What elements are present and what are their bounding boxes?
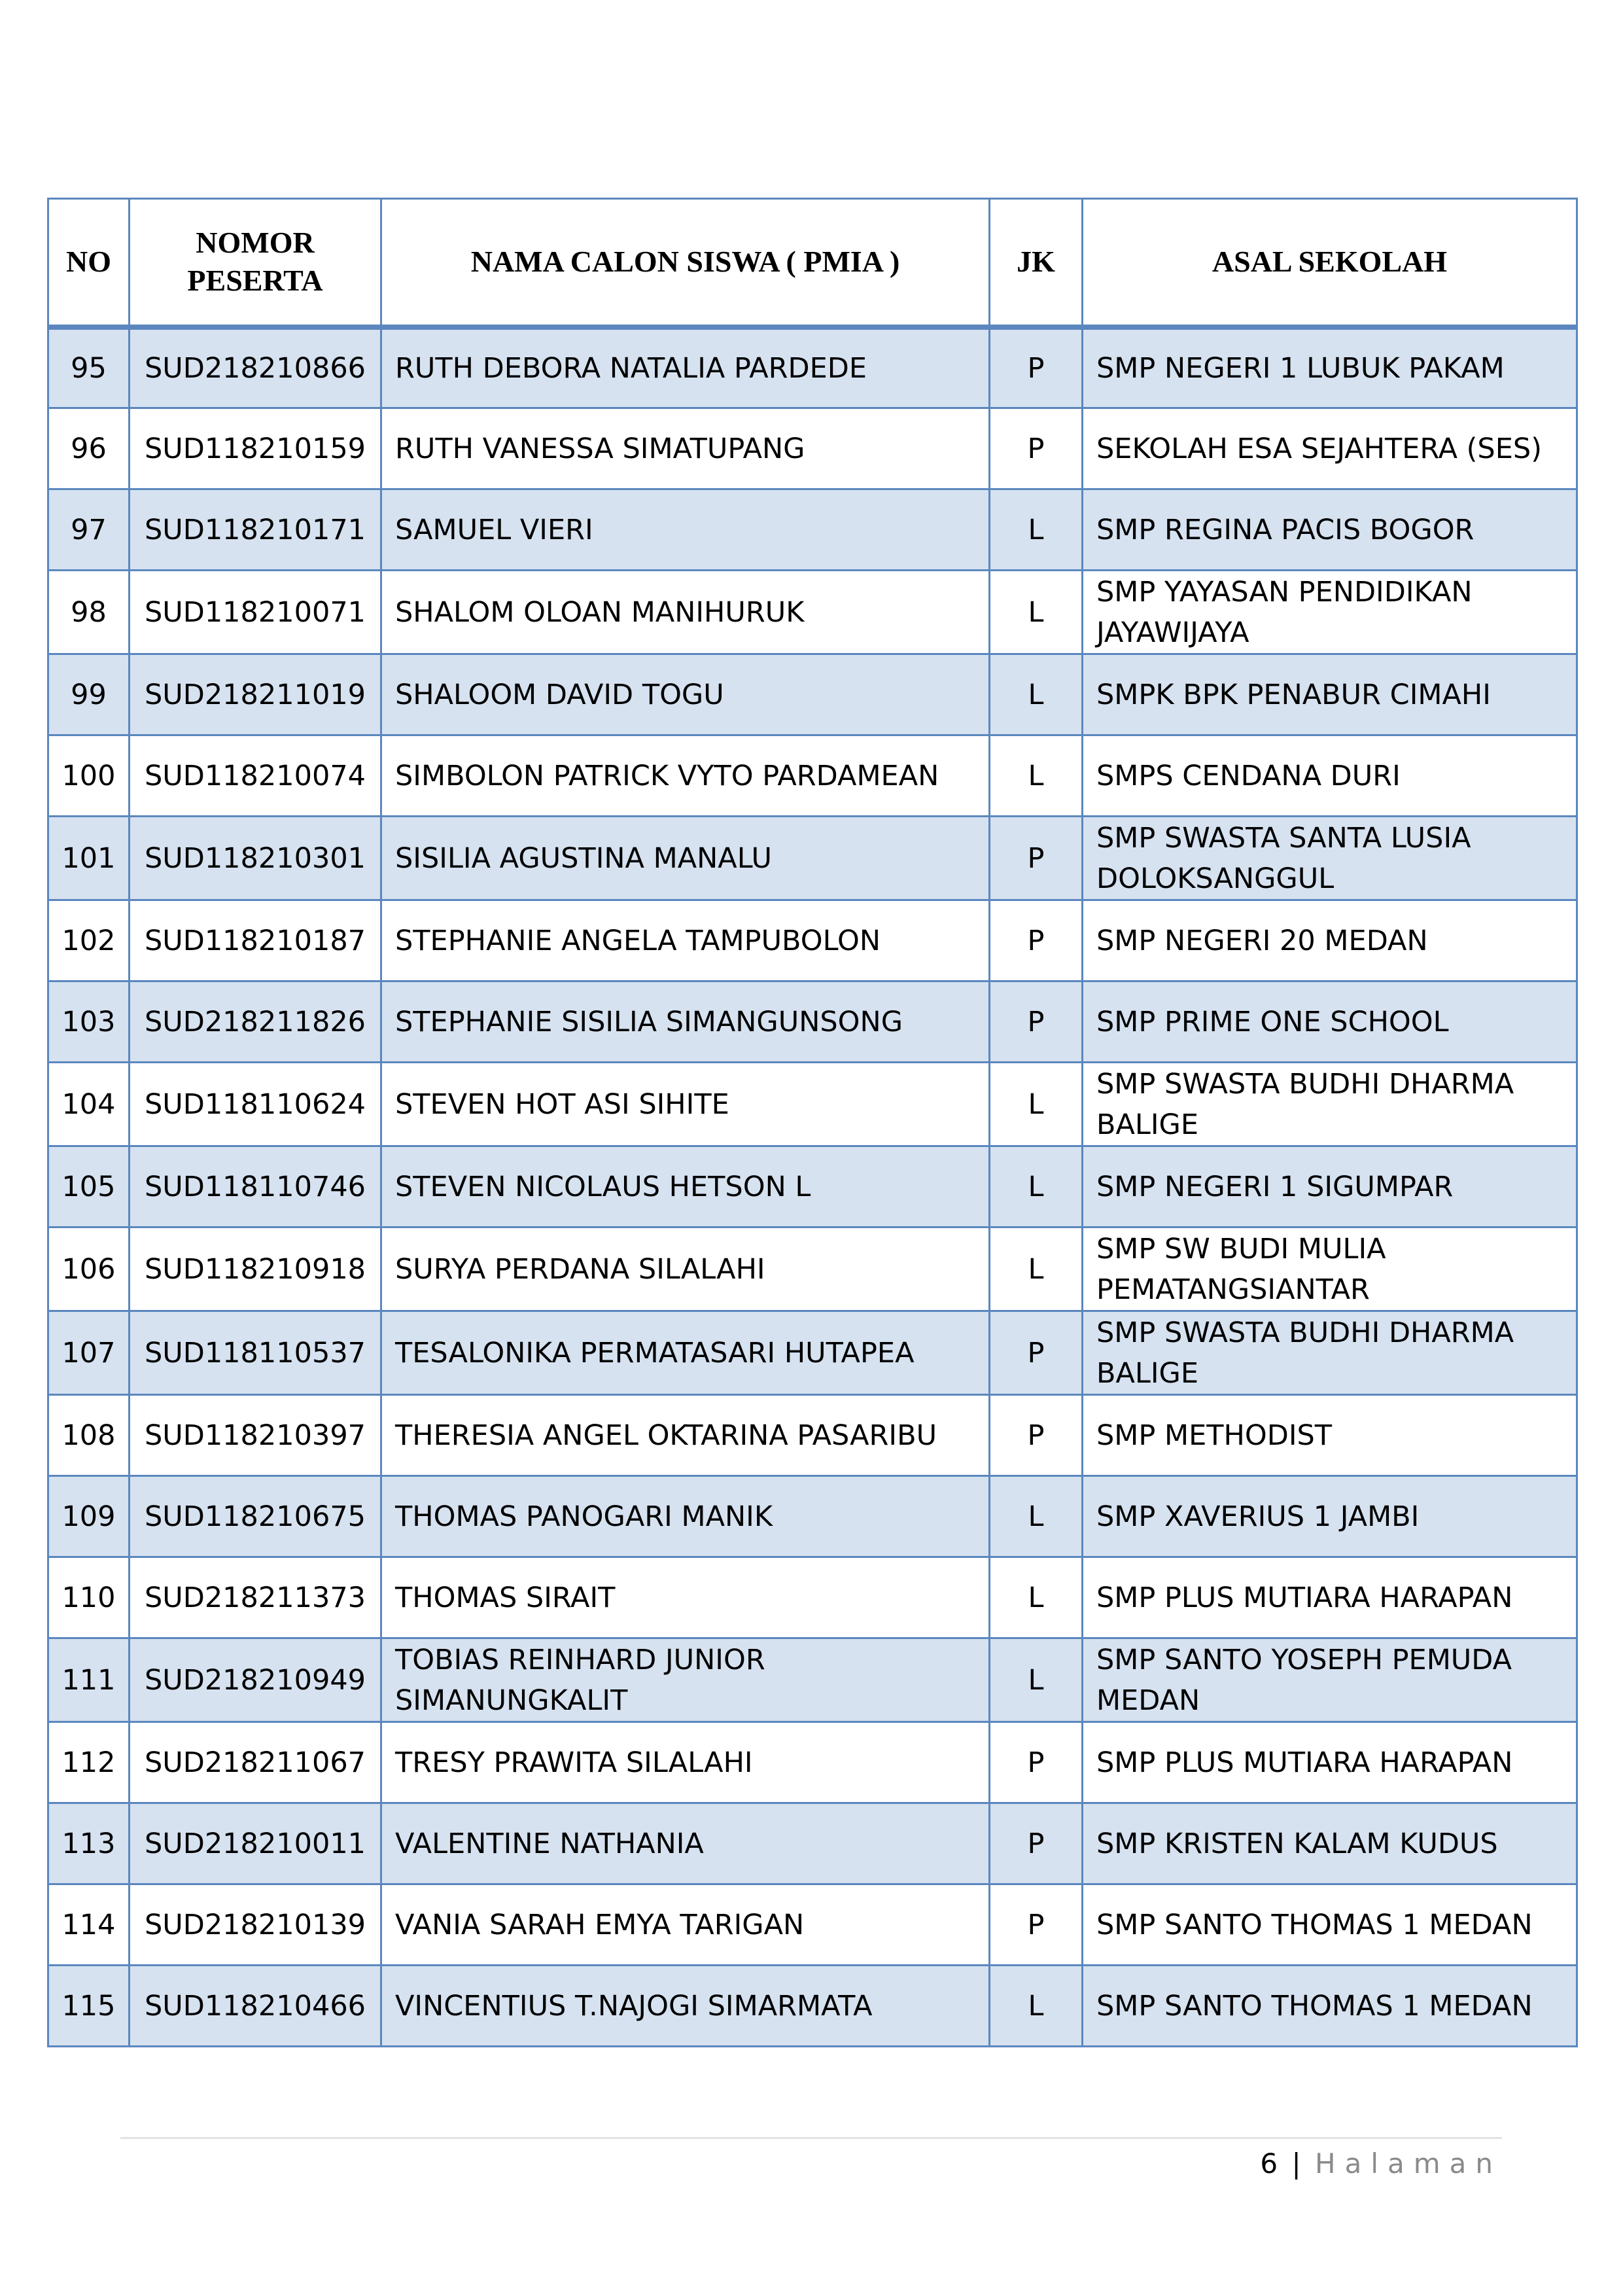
cell-jk: L bbox=[990, 1476, 1083, 1557]
cell-jk: P bbox=[990, 1722, 1083, 1803]
document-page bbox=[47, 198, 1576, 2047]
cell-jk: P bbox=[990, 1311, 1083, 1395]
header-no: NO bbox=[48, 199, 130, 327]
cell-jk: L bbox=[990, 1557, 1083, 1638]
cell-asal-sekolah: SMP NEGERI 20 MEDAN bbox=[1083, 900, 1577, 981]
cell-nomor-peserta: SUD218210949 bbox=[130, 1638, 381, 1722]
table-row bbox=[48, 1395, 1577, 1476]
cell-nama: VINCENTIUS T.NAJOGI SIMARMATA bbox=[381, 1966, 990, 2047]
footer-separator: | bbox=[1291, 2147, 1301, 2180]
cell-jk: P bbox=[990, 817, 1083, 900]
cell-nomor-peserta: SUD218211373 bbox=[130, 1557, 381, 1638]
table-row bbox=[48, 327, 1577, 408]
cell-asal-sekolah: SMPS CENDANA DURI bbox=[1083, 735, 1577, 817]
table-row bbox=[48, 408, 1577, 489]
cell-nomor-peserta: SUD118210301 bbox=[130, 817, 381, 900]
cell-no: 113 bbox=[48, 1803, 130, 1884]
cell-nomor-peserta: SUD118210159 bbox=[130, 408, 381, 489]
cell-no: 114 bbox=[48, 1884, 130, 1966]
header-nama-calon-siswa: NAMA CALON SISWA ( PMIA ) bbox=[381, 199, 990, 327]
cell-nomor-peserta: SUD118210071 bbox=[130, 571, 381, 654]
cell-jk: P bbox=[990, 1395, 1083, 1476]
table-row bbox=[48, 981, 1577, 1063]
cell-nomor-peserta: SUD118110746 bbox=[130, 1146, 381, 1227]
cell-asal-sekolah: SMP SWASTA BUDHI DHARMA BALIGE bbox=[1083, 1063, 1577, 1146]
table-row bbox=[48, 1803, 1577, 1884]
cell-no: 96 bbox=[48, 408, 130, 489]
cell-no: 105 bbox=[48, 1146, 130, 1227]
cell-nama: RUTH VANESSA SIMATUPANG bbox=[381, 408, 990, 489]
cell-no: 104 bbox=[48, 1063, 130, 1146]
cell-no: 100 bbox=[48, 735, 130, 817]
cell-no: 98 bbox=[48, 571, 130, 654]
cell-jk: P bbox=[990, 1803, 1083, 1884]
cell-nama: THOMAS PANOGARI MANIK bbox=[381, 1476, 990, 1557]
cell-no: 95 bbox=[48, 327, 130, 408]
cell-nomor-peserta: SUD118210466 bbox=[130, 1966, 381, 2047]
cell-nomor-peserta: SUD218211826 bbox=[130, 981, 381, 1063]
table-row bbox=[48, 1476, 1577, 1557]
cell-nama: STEVEN NICOLAUS HETSON L bbox=[381, 1146, 990, 1227]
cell-asal-sekolah: SEKOLAH ESA SEJAHTERA (SES) bbox=[1083, 408, 1577, 489]
cell-asal-sekolah: SMP PLUS MUTIARA HARAPAN bbox=[1083, 1722, 1577, 1803]
cell-no: 111 bbox=[48, 1638, 130, 1722]
cell-nomor-peserta: SUD218211019 bbox=[130, 654, 381, 735]
cell-asal-sekolah: SMP PRIME ONE SCHOOL bbox=[1083, 981, 1577, 1063]
cell-no: 101 bbox=[48, 817, 130, 900]
cell-nama: RUTH DEBORA NATALIA PARDEDE bbox=[381, 327, 990, 408]
cell-jk: L bbox=[990, 654, 1083, 735]
cell-asal-sekolah: SMP PLUS MUTIARA HARAPAN bbox=[1083, 1557, 1577, 1638]
cell-jk: L bbox=[990, 1227, 1083, 1311]
cell-nomor-peserta: SUD118110537 bbox=[130, 1311, 381, 1395]
cell-nomor-peserta: SUD118210918 bbox=[130, 1227, 381, 1311]
cell-nama: SURYA PERDANA SILALAHI bbox=[381, 1227, 990, 1311]
cell-no: 107 bbox=[48, 1311, 130, 1395]
table-row bbox=[48, 1722, 1577, 1803]
cell-asal-sekolah: SMP NEGERI 1 SIGUMPAR bbox=[1083, 1146, 1577, 1227]
cell-nama: TRESY PRAWITA SILALAHI bbox=[381, 1722, 990, 1803]
cell-no: 102 bbox=[48, 900, 130, 981]
cell-nama: TESALONIKA PERMATASARI HUTAPEA bbox=[381, 1311, 990, 1395]
cell-jk: L bbox=[990, 1146, 1083, 1227]
cell-asal-sekolah: SMP REGINA PACIS BOGOR bbox=[1083, 489, 1577, 571]
cell-nama: SHALOM OLOAN MANIHURUK bbox=[381, 571, 990, 654]
cell-jk: L bbox=[990, 489, 1083, 571]
cell-no: 108 bbox=[48, 1395, 130, 1476]
cell-jk: L bbox=[990, 1966, 1083, 2047]
page-footer bbox=[1178, 2141, 1502, 2187]
table-row bbox=[48, 1966, 1577, 2047]
table-body bbox=[48, 327, 1577, 2047]
cell-jk: P bbox=[990, 408, 1083, 489]
header-nomor-peserta: NOMOR PESERTA bbox=[130, 199, 381, 327]
cell-nama: SHALOOM DAVID TOGU bbox=[381, 654, 990, 735]
cell-jk: L bbox=[990, 1638, 1083, 1722]
cell-asal-sekolah: SMP XAVERIUS 1 JAMBI bbox=[1083, 1476, 1577, 1557]
cell-no: 99 bbox=[48, 654, 130, 735]
cell-nama: STEPHANIE ANGELA TAMPUBOLON bbox=[381, 900, 990, 981]
page-label: Halaman bbox=[1315, 2147, 1502, 2180]
table-row bbox=[48, 1311, 1577, 1395]
cell-nomor-peserta: SUD218211067 bbox=[130, 1722, 381, 1803]
cell-no: 103 bbox=[48, 981, 130, 1063]
header-jk: JK bbox=[990, 199, 1083, 327]
cell-nomor-peserta: SUD118210187 bbox=[130, 900, 381, 981]
cell-asal-sekolah: SMP KRISTEN KALAM KUDUS bbox=[1083, 1803, 1577, 1884]
cell-nama: TOBIAS REINHARD JUNIOR SIMANUNGKALIT bbox=[381, 1638, 990, 1722]
cell-no: 106 bbox=[48, 1227, 130, 1311]
cell-no: 110 bbox=[48, 1557, 130, 1638]
participant-table bbox=[47, 198, 1578, 2047]
cell-nomor-peserta: SUD118210171 bbox=[130, 489, 381, 571]
cell-no: 109 bbox=[48, 1476, 130, 1557]
cell-nama: SIMBOLON PATRICK VYTO PARDAMEAN bbox=[381, 735, 990, 817]
table-row bbox=[48, 817, 1577, 900]
cell-jk: P bbox=[990, 900, 1083, 981]
table-row bbox=[48, 735, 1577, 817]
cell-jk: P bbox=[990, 327, 1083, 408]
table-row bbox=[48, 1638, 1577, 1722]
table-row bbox=[48, 489, 1577, 571]
cell-asal-sekolah: SMP SANTO THOMAS 1 MEDAN bbox=[1083, 1966, 1577, 2047]
cell-asal-sekolah: SMP NEGERI 1 LUBUK PAKAM bbox=[1083, 327, 1577, 408]
cell-jk: L bbox=[990, 735, 1083, 817]
cell-nama: SAMUEL VIERI bbox=[381, 489, 990, 571]
cell-nomor-peserta: SUD118210397 bbox=[130, 1395, 381, 1476]
cell-nama: STEPHANIE SISILIA SIMANGUNSONG bbox=[381, 981, 990, 1063]
table-row bbox=[48, 1557, 1577, 1638]
cell-nomor-peserta: SUD218210011 bbox=[130, 1803, 381, 1884]
page-number: 6 bbox=[1260, 2147, 1278, 2180]
cell-no: 97 bbox=[48, 489, 130, 571]
cell-nomor-peserta: SUD218210139 bbox=[130, 1884, 381, 1966]
cell-asal-sekolah: SMPK BPK PENABUR CIMAHI bbox=[1083, 654, 1577, 735]
table-header bbox=[48, 199, 1577, 327]
cell-no: 112 bbox=[48, 1722, 130, 1803]
cell-asal-sekolah: SMP SW BUDI MULIA PEMATANGSIANTAR bbox=[1083, 1227, 1577, 1311]
cell-nama: THOMAS SIRAIT bbox=[381, 1557, 990, 1638]
cell-nomor-peserta: SUD118210675 bbox=[130, 1476, 381, 1557]
cell-nama: THERESIA ANGEL OKTARINA PASARIBU bbox=[381, 1395, 990, 1476]
cell-asal-sekolah: SMP SANTO THOMAS 1 MEDAN bbox=[1083, 1884, 1577, 1966]
cell-no: 115 bbox=[48, 1966, 130, 2047]
table-row bbox=[48, 900, 1577, 981]
cell-jk: P bbox=[990, 981, 1083, 1063]
table-row bbox=[48, 1146, 1577, 1227]
cell-nomor-peserta: SUD218210866 bbox=[130, 327, 381, 408]
cell-asal-sekolah: SMP SWASTA BUDHI DHARMA BALIGE bbox=[1083, 1311, 1577, 1395]
cell-nomor-peserta: SUD118210074 bbox=[130, 735, 381, 817]
table-row bbox=[48, 1063, 1577, 1146]
table-row bbox=[48, 1884, 1577, 1966]
cell-asal-sekolah: SMP YAYASAN PENDIDIKAN JAYAWIJAYA bbox=[1083, 571, 1577, 654]
cell-jk: L bbox=[990, 571, 1083, 654]
cell-asal-sekolah: SMP SWASTA SANTA LUSIA DOLOKSANGGUL bbox=[1083, 817, 1577, 900]
cell-jk: P bbox=[990, 1884, 1083, 1966]
cell-nama: VANIA SARAH EMYA TARIGAN bbox=[381, 1884, 990, 1966]
cell-jk: L bbox=[990, 1063, 1083, 1146]
header-asal-sekolah: ASAL SEKOLAH bbox=[1083, 199, 1577, 327]
header-row bbox=[48, 199, 1577, 327]
cell-nama: SISILIA AGUSTINA MANALU bbox=[381, 817, 990, 900]
cell-asal-sekolah: SMP SANTO YOSEPH PEMUDA MEDAN bbox=[1083, 1638, 1577, 1722]
table-row bbox=[48, 571, 1577, 654]
cell-asal-sekolah: SMP METHODIST bbox=[1083, 1395, 1577, 1476]
table-row bbox=[48, 654, 1577, 735]
table-row bbox=[48, 1227, 1577, 1311]
footer-divider bbox=[120, 2137, 1502, 2139]
cell-nomor-peserta: SUD118110624 bbox=[130, 1063, 381, 1146]
cell-nama: VALENTINE NATHANIA bbox=[381, 1803, 990, 1884]
cell-nama: STEVEN HOT ASI SIHITE bbox=[381, 1063, 990, 1146]
